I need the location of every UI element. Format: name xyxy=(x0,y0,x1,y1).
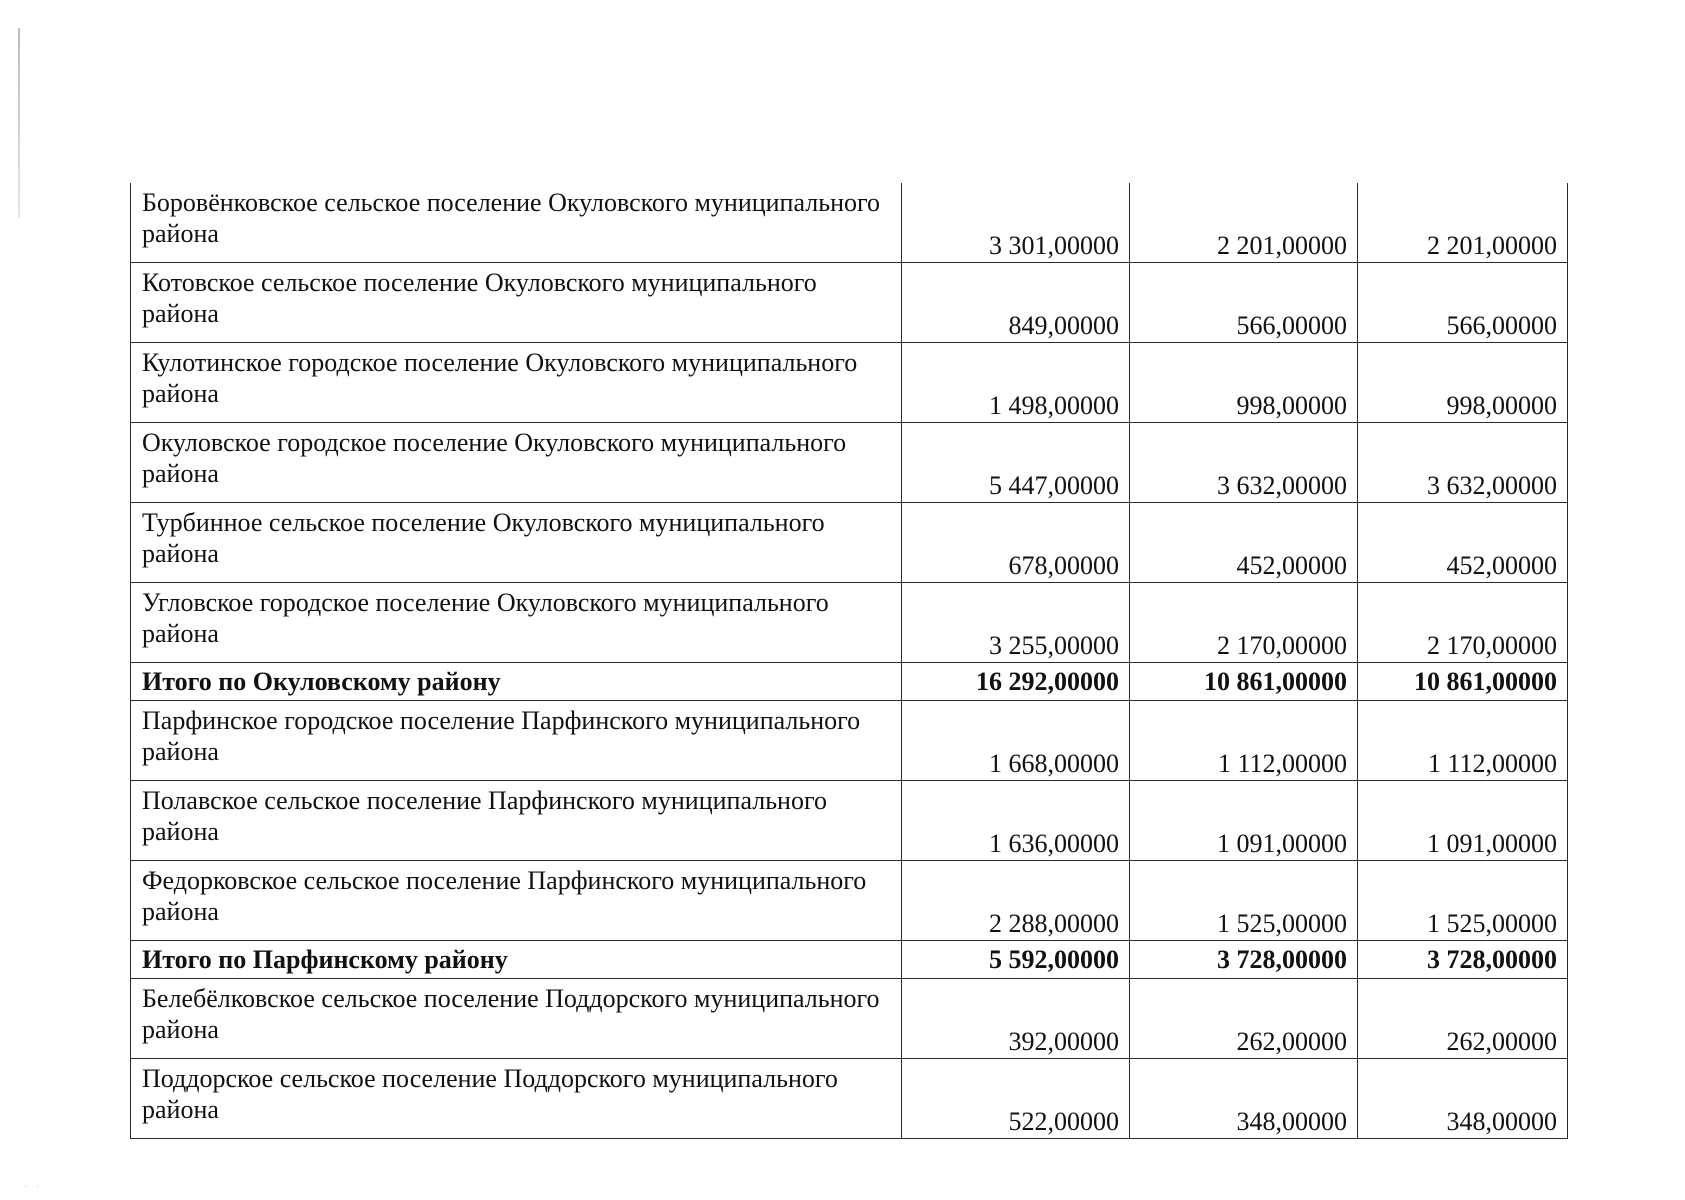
settlement-name-cell: Угловское городское поселение Окуловского муниципального района xyxy=(131,583,902,663)
table-row xyxy=(131,701,1568,781)
table-row xyxy=(131,979,1568,1059)
amount-col1-cell: 392,00000 xyxy=(902,979,1130,1059)
amount-col2-cell: 3 728,00000 xyxy=(1130,941,1358,979)
scan-speck: · · xyxy=(24,1182,43,1193)
amount-col2-cell: 2 170,00000 xyxy=(1130,583,1358,663)
amount-col3-cell: 348,00000 xyxy=(1358,1059,1568,1139)
amount-col1-cell: 16 292,00000 xyxy=(902,663,1130,701)
amount-col2-cell: 262,00000 xyxy=(1130,979,1358,1059)
amount-col1-cell: 2 288,00000 xyxy=(902,861,1130,941)
amount-col3-cell: 452,00000 xyxy=(1358,503,1568,583)
amount-col1-cell: 3 255,00000 xyxy=(902,583,1130,663)
amount-col1-cell: 1 668,00000 xyxy=(902,701,1130,781)
amount-col1-cell: 849,00000 xyxy=(902,263,1130,343)
table-body xyxy=(131,183,1568,1139)
amount-col1-cell: 3 301,00000 xyxy=(902,183,1130,263)
amount-col3-cell: 262,00000 xyxy=(1358,979,1568,1059)
settlement-name-cell: Поддорское сельское поселение Поддорского муниципального района xyxy=(131,1059,902,1139)
settlement-name-cell: Итого по Окуловскому району xyxy=(131,663,902,701)
settlement-name-cell: Итого по Парфинскому району xyxy=(131,941,902,979)
amount-col2-cell: 1 091,00000 xyxy=(1130,781,1358,861)
amount-col2-cell: 2 201,00000 xyxy=(1130,183,1358,263)
table-row xyxy=(131,183,1568,263)
amount-col2-cell: 10 861,00000 xyxy=(1130,663,1358,701)
table-row xyxy=(131,503,1568,583)
amount-col3-cell: 1 091,00000 xyxy=(1358,781,1568,861)
table-row xyxy=(131,583,1568,663)
allocation-table xyxy=(130,183,1568,1139)
amount-col1-cell: 5 592,00000 xyxy=(902,941,1130,979)
amount-col2-cell: 1 525,00000 xyxy=(1130,861,1358,941)
settlement-name-cell: Турбинное сельское поселение Окуловского муниципального района xyxy=(131,503,902,583)
amount-col2-cell: 3 632,00000 xyxy=(1130,423,1358,503)
amount-col1-cell: 5 447,00000 xyxy=(902,423,1130,503)
settlement-name-cell: Окуловское городское поселение Окуловского муниципального района xyxy=(131,423,902,503)
scan-edge-mark xyxy=(18,28,20,218)
amount-col2-cell: 1 112,00000 xyxy=(1130,701,1358,781)
table-total-row xyxy=(131,663,1568,701)
amount-col3-cell: 10 861,00000 xyxy=(1358,663,1568,701)
table-row xyxy=(131,343,1568,423)
settlement-name-cell: Полавское сельское поселение Парфинского муниципального района xyxy=(131,781,902,861)
amount-col3-cell: 1 525,00000 xyxy=(1358,861,1568,941)
settlement-name-cell: Белебёлковское сельское поселение Поддорского муниципального района xyxy=(131,979,902,1059)
amount-col1-cell: 678,00000 xyxy=(902,503,1130,583)
amount-col3-cell: 2 170,00000 xyxy=(1358,583,1568,663)
settlement-name-cell: Федорковское сельское поселение Парфинского муниципального района xyxy=(131,861,902,941)
settlement-name-cell: Боровёнковское сельское поселение Окуловского муниципального района xyxy=(131,183,902,263)
table-row xyxy=(131,861,1568,941)
amount-col1-cell: 522,00000 xyxy=(902,1059,1130,1139)
amount-col3-cell: 566,00000 xyxy=(1358,263,1568,343)
table-row xyxy=(131,423,1568,503)
settlement-name-cell: Парфинское городское поселение Парфинского муниципального района xyxy=(131,701,902,781)
amount-col1-cell: 1 498,00000 xyxy=(902,343,1130,423)
table-total-row xyxy=(131,941,1568,979)
amount-col2-cell: 998,00000 xyxy=(1130,343,1358,423)
amount-col2-cell: 348,00000 xyxy=(1130,1059,1358,1139)
table-row xyxy=(131,263,1568,343)
amount-col2-cell: 452,00000 xyxy=(1130,503,1358,583)
settlement-name-cell: Кулотинское городское поселение Окуловского муниципального района xyxy=(131,343,902,423)
table-row xyxy=(131,781,1568,861)
amount-col3-cell: 3 728,00000 xyxy=(1358,941,1568,979)
amount-col3-cell: 998,00000 xyxy=(1358,343,1568,423)
settlement-name-cell: Котовское сельское поселение Окуловского муниципального района xyxy=(131,263,902,343)
amount-col2-cell: 566,00000 xyxy=(1130,263,1358,343)
amount-col3-cell: 3 632,00000 xyxy=(1358,423,1568,503)
amount-col3-cell: 1 112,00000 xyxy=(1358,701,1568,781)
table-row xyxy=(131,1059,1568,1139)
amount-col3-cell: 2 201,00000 xyxy=(1358,183,1568,263)
amount-col1-cell: 1 636,00000 xyxy=(902,781,1130,861)
